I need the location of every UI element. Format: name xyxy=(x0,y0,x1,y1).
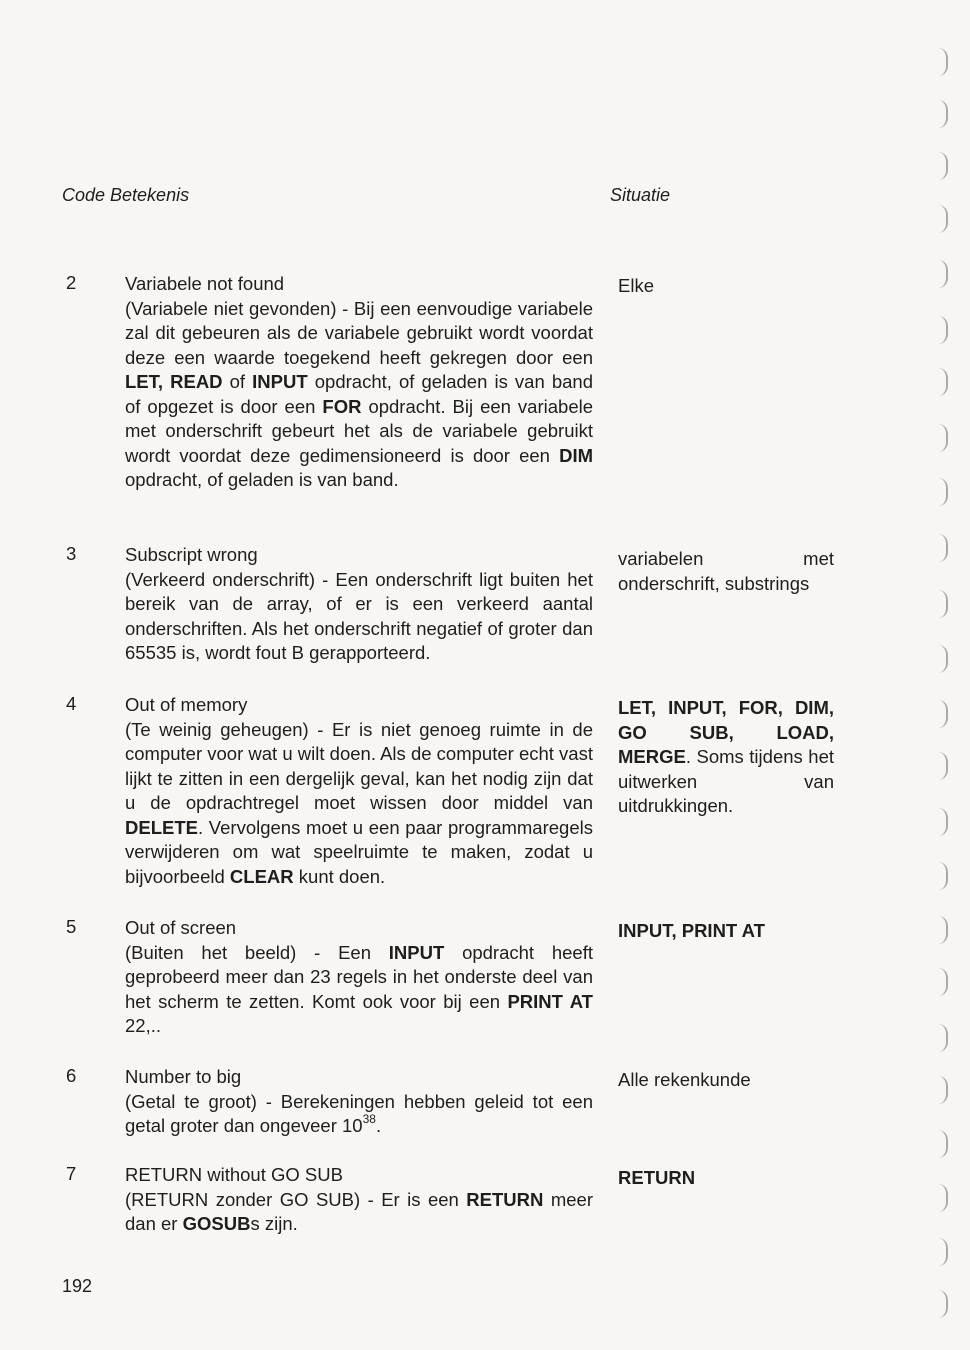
keyword: CLEAR xyxy=(229,865,294,887)
keyword: PRINT AT xyxy=(507,990,593,1012)
error-situation xyxy=(618,274,834,299)
error-title: Number to big xyxy=(125,1066,242,1087)
keyword: LET, INPUT, FOR, DIM, GO SUB, LOAD, MERGE xyxy=(618,697,834,767)
text-run: opdracht. Bij een variabele met onderschrift gebeurt het als de variabele gebruikt wordt voordat deze gedimensioneerd is door een xyxy=(125,395,594,466)
keyword: LET, READ xyxy=(125,371,223,392)
error-title: RETURN without GO SUB xyxy=(125,1164,343,1185)
error-description xyxy=(125,543,593,666)
error-situation xyxy=(618,1068,834,1093)
text-run: (Getal te groot) - Berekeningen hebben geleid tot een getal groter dan ongeveer 10 xyxy=(125,1090,593,1136)
error-description xyxy=(125,272,593,493)
error-code: 4 xyxy=(66,693,77,714)
error-title: Subscript wrong xyxy=(125,544,258,565)
text-run: Alle rekenkunde xyxy=(618,1069,751,1090)
keyword: RETURN xyxy=(466,1188,544,1210)
error-title: Variabele not found xyxy=(125,273,285,294)
keyword: INPUT xyxy=(388,941,445,963)
text-run: variabelen met onderschrift, substrings xyxy=(618,548,834,594)
text-run: opdracht, of geladen is van band of opgezet is door een xyxy=(125,371,593,417)
error-code: 6 xyxy=(66,1065,77,1086)
text-run: s zijn. xyxy=(250,1213,298,1234)
error-code: 3 xyxy=(66,543,77,564)
text-run: kunt doen. xyxy=(293,865,386,887)
keyword: INPUT xyxy=(252,371,308,392)
error-situation xyxy=(618,696,834,819)
error-title: Out of screen xyxy=(125,917,237,938)
keyword: DIM xyxy=(559,444,593,466)
error-situation xyxy=(618,547,834,596)
error-description xyxy=(125,916,593,1039)
keyword: RETURN xyxy=(618,1167,696,1188)
error-description xyxy=(125,1065,593,1141)
text-run: 22,.. xyxy=(125,1015,161,1036)
header-code-meaning: Code Betekenis xyxy=(62,185,190,205)
keyword: GOSUB xyxy=(182,1213,251,1234)
text-run: . Vervolgens moet u een paar programmaregels verwijderen om wat speelruimte te maken, zodat u bijvoorbeeld xyxy=(125,816,593,887)
error-code: 5 xyxy=(66,916,77,937)
error-description xyxy=(125,693,593,889)
text-run: (RETURN zonder GO SUB) - Er is een xyxy=(125,1188,467,1210)
text-run: Elke xyxy=(618,275,654,296)
text-run: (Verkeerd onderschrift) - Een onderschrift ligt buiten het bereik van de array, of er is een verkeerd aantal onderschriften. Als het onderschrift negatief of groter dan 65535 is, wordt fout B gerapporteerd. xyxy=(125,568,593,663)
error-situation xyxy=(618,919,834,944)
exponent: 38 xyxy=(362,1112,376,1126)
error-title: Out of memory xyxy=(125,694,248,715)
text-run: . Soms tijdens het uitwerken van uitdrukkingen. xyxy=(618,746,834,816)
keyword: DELETE xyxy=(125,816,198,838)
error-code: 2 xyxy=(66,272,77,293)
error-description xyxy=(125,1163,593,1237)
keyword: INPUT, PRINT AT xyxy=(618,920,765,941)
text-run: of xyxy=(222,371,253,392)
text-run: (Te weinig geheugen) - Er is niet genoeg ruimte in de computer voor wat u wilt doen. Als de computer echt vast lijkt te zitten in een dergelijk geval, kan het nodig zijn dat u de opdrachtregel moet wissen door middel van xyxy=(125,718,593,813)
text-run: . xyxy=(375,1115,382,1136)
error-situation xyxy=(618,1166,834,1191)
error-code: 7 xyxy=(66,1163,77,1184)
page-number: 192 xyxy=(62,1276,93,1296)
text-run: meer dan er xyxy=(125,1188,593,1234)
text-run: opdracht, of geladen is van band. xyxy=(125,469,399,490)
keyword: FOR xyxy=(322,395,362,417)
text-run: (Buiten het beeld) - Een xyxy=(125,941,389,963)
text-run: (Variabele niet gevonden) - Bij een eenvoudige variabele zal dit gebeuren als de variabele gebruikt wordt voordat deze een waarde toegekend heeft gekregen door een xyxy=(125,297,593,368)
text-run: opdracht heeft geprobeerd meer dan 23 regels in het onderste deel van het scherm te zetten. Komt ook voor bij een xyxy=(125,941,593,1012)
header-situation: Situatie xyxy=(610,185,671,205)
